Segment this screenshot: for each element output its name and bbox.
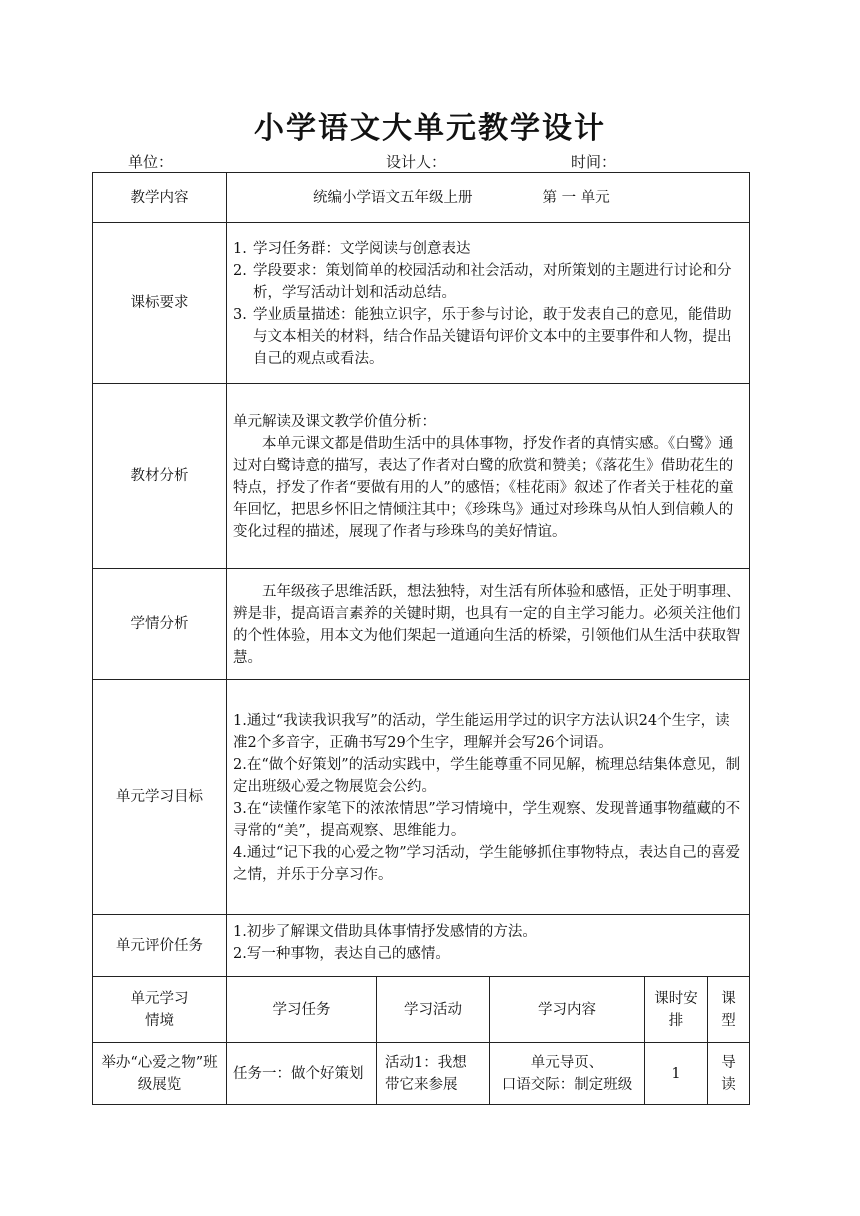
page-title: 小学语文大单元教学设计 [254,111,606,146]
header-type: 课型 [708,977,750,1043]
standards-cell [227,223,750,384]
time-label: 时间： [571,153,617,171]
design-table [92,172,750,1105]
material-heading: 单元解读及课文教学价值分析： [233,414,436,430]
goal-item: 3.在“读懂作家笔下的浓浓情思”学习情境中，学生观察、发现普通事物蕴藏的不寻常的“美”，提高观察、思维能力。 [233,801,741,839]
plan-header-row [93,977,750,1043]
row-content [93,173,750,223]
book-name: 统编小学语文五年级上册 [313,189,473,206]
header-task: 学习任务 [227,977,377,1043]
standards-item: 3. 学业质量描述：能独立识字，乐于参与讨论，敢于发表自己的意见，能借助与文本相关的材料，结合作品关键语句评价文本中的主要事件和人物，提出自己的观点或看法。 [233,307,732,367]
row-hours: 1 [645,1043,708,1105]
standards-item: 1. 学习任务群：文学阅读与创意表达 [233,241,471,257]
material-body: 本单元课文都是借助生活中的具体事物，抒发作者的真情实感。《白鹭》通过对白鹭诗意的描写，表达了作者对白鹭的欣赏和赞美；《落花生》借助花生的特点，抒发了作者“要做有用的人”的感悟；《桂花雨》叙述了作者关于桂花的童年回忆，把思乡怀旧之情倾注其中；《珍珠鸟》通过对珍珠鸟从怕人到信赖人的变化过程的描述，展现了作者与珍珠鸟的美好情谊。 [233,436,734,540]
material-cell [227,384,750,569]
goals-cell [227,680,750,915]
evaluation-item: 2.写一种事物，表达自己的感情。 [233,946,450,962]
goal-item: 2.在“做个好策划”的活动实践中，学生能尊重不同见解，梳理总结集体意见，制定出班级心爱之物展览会公约。 [233,757,741,795]
row-goals [93,680,750,915]
row-task: 任务一：做个好策划 [227,1043,377,1105]
content-value [227,173,750,223]
standards-label: 课标要求 [93,223,227,384]
evaluation-cell [227,915,750,977]
unit-name: 第 一 单元 [542,189,610,206]
header-hours: 课时安排 [645,977,708,1043]
students-label: 学情分析 [93,569,227,680]
header-activity: 学习活动 [377,977,490,1043]
students-body: 五年级孩子思维活跃，想法独特，对生活有所体验和感悟，正处于明事理、辨是非，提高语言素养的关键时期，也具有一定的自主学习能力。必须关注他们的个性体验，用本文为他们架起一道通向生活的桥梁，引领他们从生活中获取智慧。 [233,584,741,666]
designer-label: 设计人： [386,153,447,171]
row-material [93,384,750,569]
row-activity: 活动1：我想带它来参展 [377,1043,490,1105]
row-situation: 举办“心爱之物”班级展览 [93,1043,227,1105]
goals-label: 单元学习目标 [93,680,227,915]
row-students [93,569,750,680]
goal-item: 4.通过“记下我的心爱之物”学习活动，学生能够抓住事物特点，表达自己的喜爱之情，并乐于分享习作。 [233,845,741,883]
row-type: 导读 [708,1043,750,1105]
evaluation-item: 1.初步了解课文借助具体事情抒发感情的方法。 [233,924,537,940]
goal-item: 1.通过“我读我识我写”的活动，学生能运用学过的识字方法认识24个生字，读准2个多音字，正确书写29个生字，理解并会写26个词语。 [233,713,730,751]
standards-list [233,238,741,370]
plan-row [93,1043,750,1105]
row-content: 单元导页、 口语交际：制定班级 [490,1043,645,1105]
header-content: 学习内容 [490,977,645,1043]
standards-item: 2. 学段要求：策划简单的校园活动和社会活动，对所策划的主题进行讨论和分析，学写活动计划和活动总结。 [233,263,732,301]
row-evaluation [93,915,750,977]
row-standards [93,223,750,384]
unit-label: 单位： [128,153,174,171]
header-situation: 单元学习 情境 [93,977,227,1043]
students-cell [227,569,750,680]
evaluation-label: 单元评价任务 [93,915,227,977]
material-label: 教材分析 [93,384,227,569]
content-label: 教学内容 [93,173,227,223]
